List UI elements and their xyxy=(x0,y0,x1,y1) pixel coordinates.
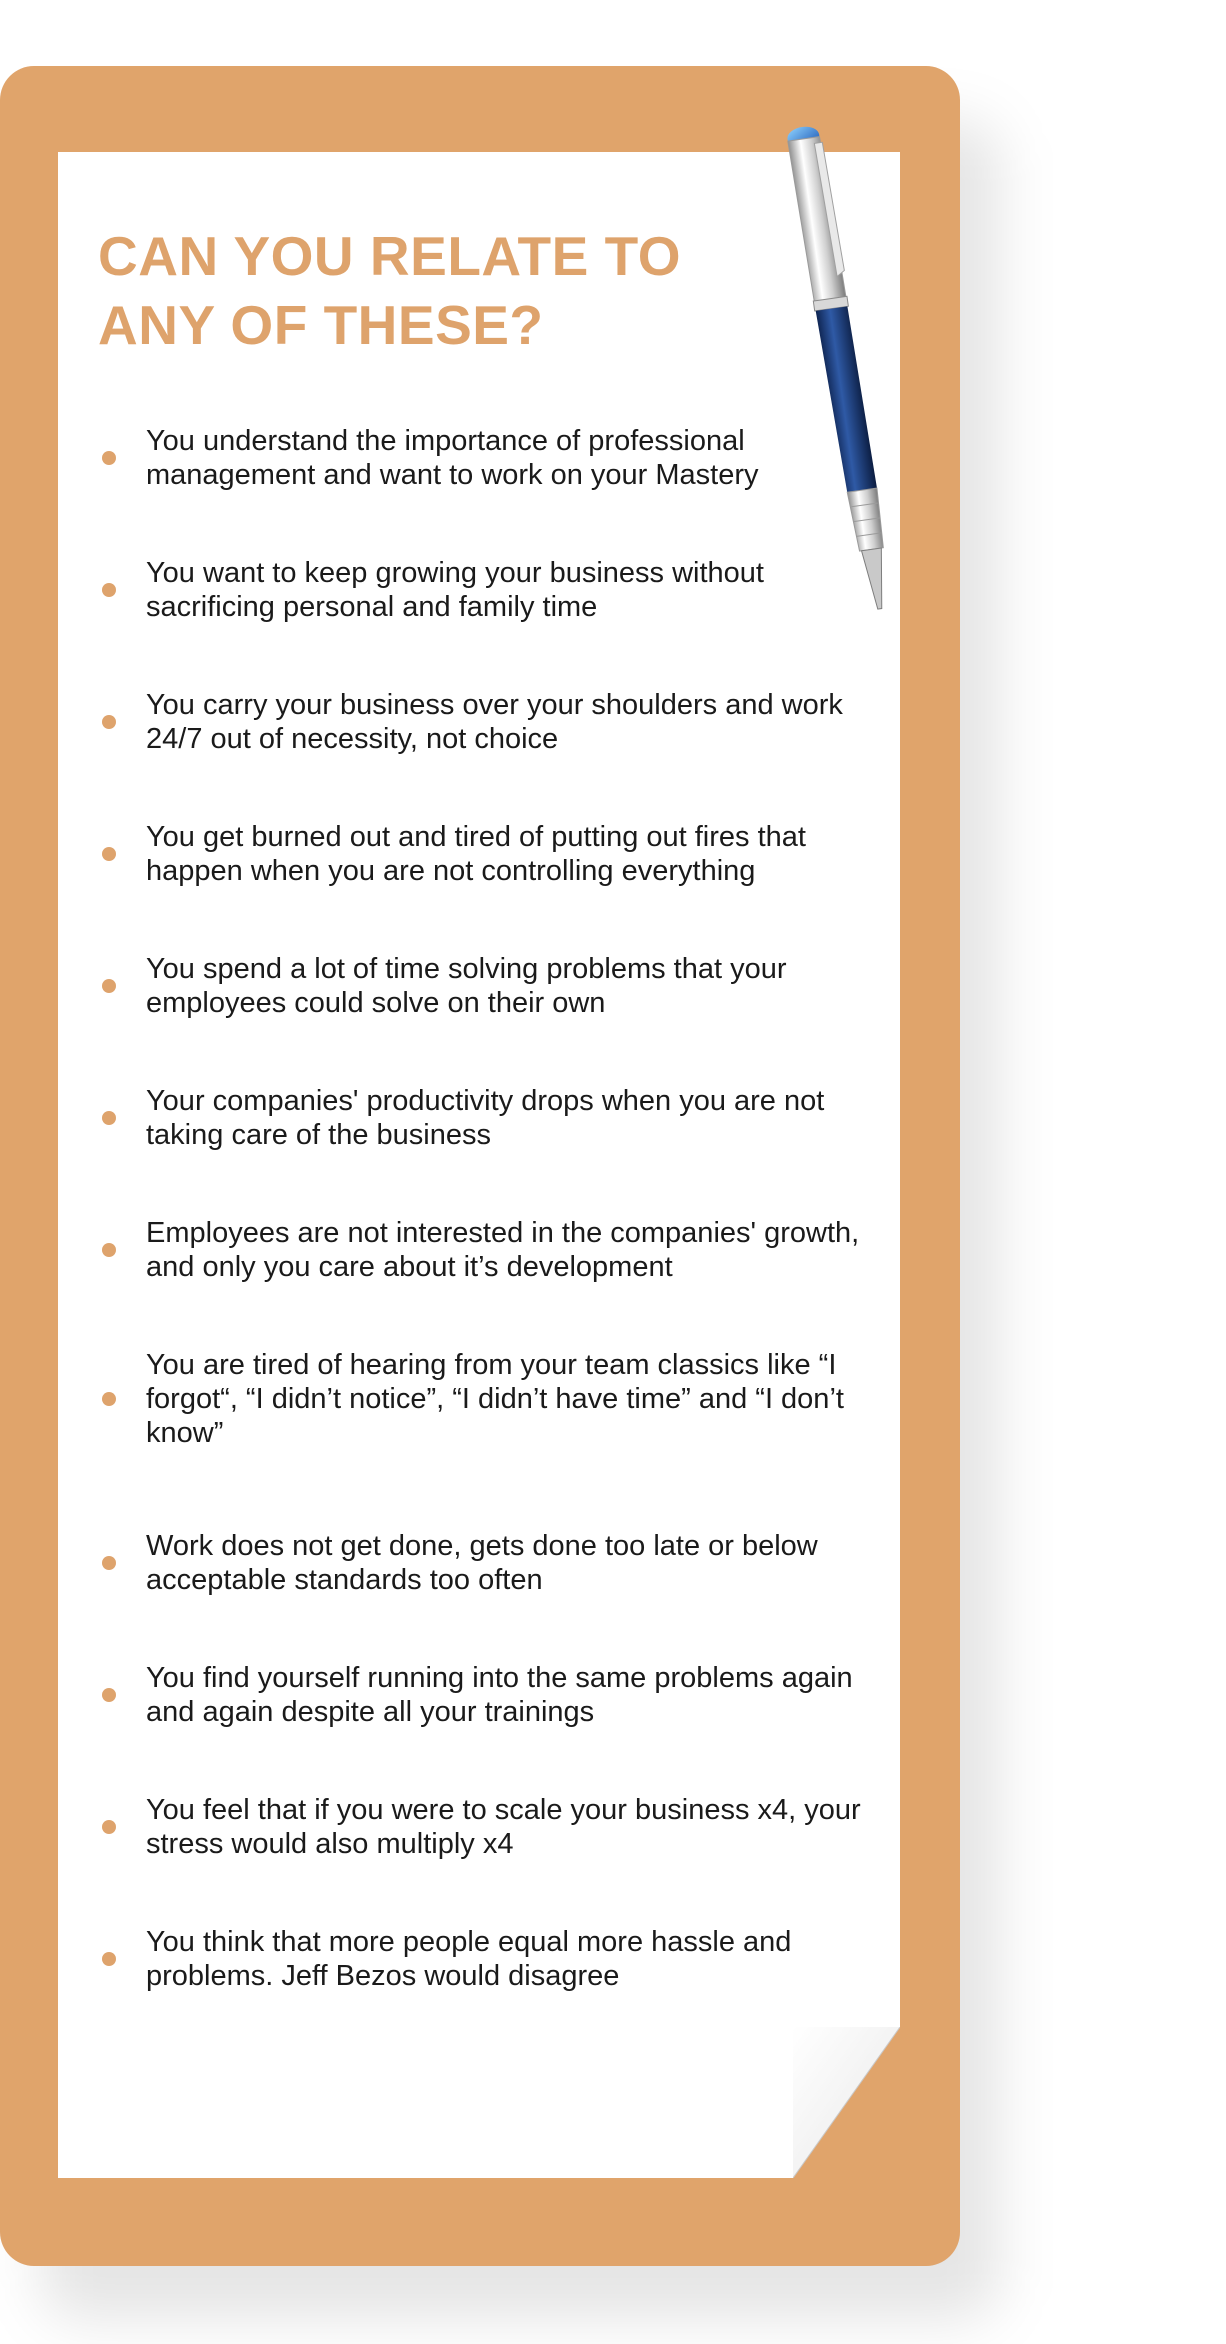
list-item-text: You find yourself running into the same problems again and again despite all your trainings xyxy=(146,1662,853,1728)
bullet-dot-icon xyxy=(102,1111,116,1125)
page-title: CAN YOU RELATE TO ANY OF THESE? xyxy=(98,225,681,356)
checklist xyxy=(98,424,878,2057)
fountain-pen-icon xyxy=(785,110,925,640)
list-item xyxy=(98,820,878,888)
list-item xyxy=(98,424,878,492)
list-item xyxy=(98,952,878,1020)
bullet-dot-icon xyxy=(102,1952,116,1966)
list-item xyxy=(98,1529,878,1597)
list-item-text: You feel that if you were to scale your business x4, your stress would also multiply x4 xyxy=(146,1794,861,1860)
list-item xyxy=(98,1925,878,1993)
list-item xyxy=(98,1793,878,1861)
list-item xyxy=(98,1348,878,1450)
bullet-dot-icon xyxy=(102,1556,116,1570)
list-item xyxy=(98,1661,878,1729)
list-item-text: Your companies' productivity drops when you are not taking care of the business xyxy=(146,1085,825,1151)
list-item-text: Work does not get done, gets done too late or below acceptable standards too often xyxy=(146,1530,818,1596)
bullet-dot-icon xyxy=(102,1392,116,1406)
list-item-text: You are tired of hearing from your team classics like “I forgot“, “I didn’t notice”, “I didn’t have time” and “I don’t know” xyxy=(146,1349,844,1449)
list-item xyxy=(98,688,878,756)
list-item-text: You carry your business over your shoulders and work 24/7 out of necessity, not choice xyxy=(146,689,843,755)
bullet-dot-icon xyxy=(102,583,116,597)
list-item-text: You think that more people equal more hassle and problems. Jeff Bezos would disagree xyxy=(146,1926,792,1992)
list-item-text: You spend a lot of time solving problems that your employees could solve on their own xyxy=(146,953,787,1019)
list-item-text: You understand the importance of professional management and want to work on your Mastery xyxy=(146,425,759,491)
list-item-text: Employees are not interested in the companies' growth, and only you care about it’s development xyxy=(146,1217,860,1283)
bullet-dot-icon xyxy=(102,1243,116,1257)
bullet-dot-icon xyxy=(102,847,116,861)
bullet-dot-icon xyxy=(102,451,116,465)
bullet-dot-icon xyxy=(102,1820,116,1834)
bullet-dot-icon xyxy=(102,715,116,729)
list-item xyxy=(98,1216,878,1284)
list-item xyxy=(98,1084,878,1152)
bullet-dot-icon xyxy=(102,979,116,993)
list-item-text: You want to keep growing your business without sacrificing personal and family time xyxy=(146,557,764,623)
bullet-dot-icon xyxy=(102,1688,116,1702)
list-item-text: You get burned out and tired of putting out fires that happen when you are not controlling everything xyxy=(146,821,806,887)
list-item xyxy=(98,556,878,624)
